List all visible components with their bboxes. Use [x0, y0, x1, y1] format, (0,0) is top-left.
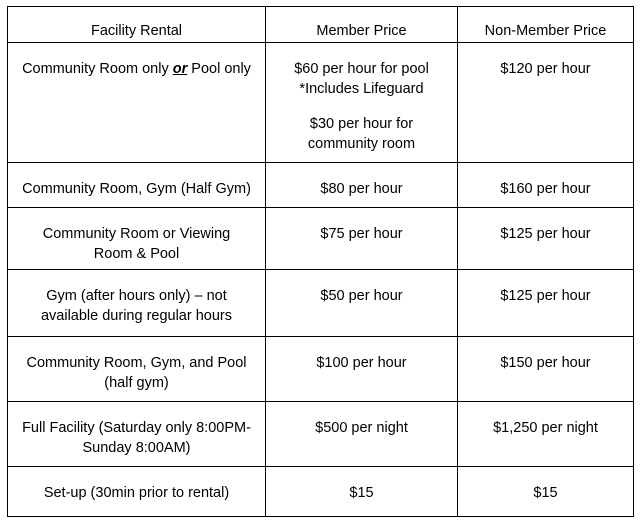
non-member-price-cell: $125 per hour	[458, 270, 634, 337]
header-member-price: Member Price	[266, 7, 458, 43]
facility-emphasis-or: or	[172, 61, 188, 77]
facility-line: Full Facility (Saturday only 8:00PM-	[22, 420, 251, 436]
facility-cell	[8, 337, 266, 402]
member-price-line: *Includes Lifeguard	[299, 81, 424, 97]
facility-cell	[8, 43, 266, 163]
table-row	[8, 208, 634, 270]
facility-line: available during regular hours	[40, 308, 233, 324]
member-price-cell: $15	[266, 467, 458, 517]
header-non-member-price: Non-Member Price	[458, 7, 634, 43]
facility-cell	[8, 208, 266, 270]
member-price-cell: $50 per hour	[266, 270, 458, 337]
facility-cell: Set-up (30min prior to rental)	[8, 467, 266, 517]
facility-text-part: Community Room only	[22, 61, 173, 77]
facility-line: Community Room, Gym, and Pool	[26, 355, 247, 371]
member-price-cell: $75 per hour	[266, 208, 458, 270]
table-row	[8, 467, 634, 517]
non-member-price-cell: $160 per hour	[458, 163, 634, 208]
table-row	[8, 270, 634, 337]
non-member-price-cell: $125 per hour	[458, 208, 634, 270]
non-member-price-cell: $15	[458, 467, 634, 517]
member-price-line: $60 per hour for pool	[294, 61, 429, 77]
header-facility-rental: Facility Rental	[8, 7, 266, 43]
table-row	[8, 163, 634, 208]
table-row	[8, 43, 634, 163]
facility-line: Gym (after hours only) – not	[46, 288, 227, 304]
non-member-price-cell: $150 per hour	[458, 337, 634, 402]
facility-line: Sunday 8:00AM)	[82, 440, 191, 456]
member-price-cell: $80 per hour	[266, 163, 458, 208]
non-member-price-cell: $1,250 per night	[458, 402, 634, 467]
facility-line: (half gym)	[104, 375, 169, 391]
table-row	[8, 402, 634, 467]
facility-rental-table	[7, 6, 634, 517]
non-member-price-cell: $120 per hour	[458, 43, 634, 163]
facility-text-part: Pool only	[187, 61, 251, 77]
member-price-line: $30 per hour for	[309, 116, 414, 132]
member-price-line: community room	[307, 136, 416, 152]
facility-line: Room & Pool	[93, 246, 180, 262]
facility-cell	[8, 270, 266, 337]
facility-cell	[8, 402, 266, 467]
table-header-row	[8, 7, 634, 43]
member-price-cell: $500 per night	[266, 402, 458, 467]
facility-cell: Community Room, Gym (Half Gym)	[8, 163, 266, 208]
facility-line: Community Room or Viewing	[42, 226, 231, 242]
member-price-cell	[266, 43, 458, 163]
table-row	[8, 337, 634, 402]
member-price-cell: $100 per hour	[266, 337, 458, 402]
